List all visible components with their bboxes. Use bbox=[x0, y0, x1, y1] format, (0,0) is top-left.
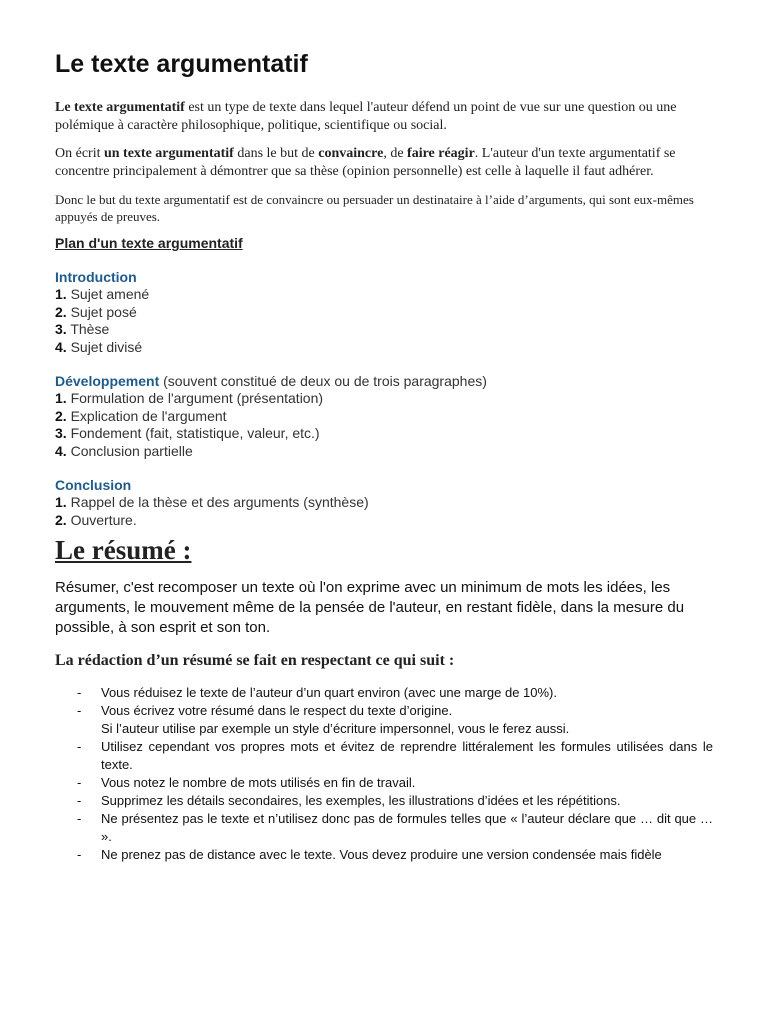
dash-bullet: - bbox=[77, 811, 82, 826]
list-item: 2. Ouverture. bbox=[55, 511, 137, 528]
developpement-heading-line bbox=[55, 373, 713, 390]
list-item: 4. Conclusion partielle bbox=[55, 442, 193, 459]
dash-bullet: - bbox=[77, 685, 82, 700]
plan-developpement bbox=[55, 373, 713, 460]
resume-rules-list bbox=[55, 684, 713, 864]
resume-title: Le résumé : bbox=[55, 535, 192, 565]
list-item: - Ne prenez pas de distance avec le texte. Vous devez produire une version condensée mais fidèle bbox=[77, 847, 662, 862]
list-item: - Vous écrivez votre résumé dans le respect du texte d’origine. Si l’auteur utilise par exemple un style d’écriture impersonnel, vous le ferez aussi. bbox=[77, 703, 570, 736]
intro-bold-term: Le texte argumentatif bbox=[55, 100, 185, 115]
plan-title: Plan d'un texte argumentatif bbox=[55, 235, 243, 251]
list-item: 3. Thèse bbox=[55, 321, 110, 337]
intro-paragraph-1 bbox=[55, 99, 713, 135]
list-item: - Ne présentez pas le texte et n’utilisez donc pas de formules telles que « l’auteur déclare que … dit que … ». bbox=[77, 811, 713, 844]
document-page bbox=[55, 50, 713, 864]
plan-introduction bbox=[55, 269, 713, 356]
intro-p2-e: , de bbox=[383, 146, 408, 161]
developpement-note: (souvent constitué de deux ou de trois paragraphes) bbox=[159, 373, 487, 389]
intro-p2-f: faire réagir bbox=[407, 146, 475, 161]
conclusion-heading: Conclusion bbox=[55, 477, 132, 493]
introduction-heading: Introduction bbox=[55, 269, 137, 285]
list-item: - Supprimez les détails secondaires, les exemples, les illustrations d’idées et les répétitions. bbox=[77, 793, 621, 808]
redaction-heading: La rédaction d’un résumé se fait en respectant ce qui suit : bbox=[55, 652, 455, 669]
resume-paragraph: Résumer, c'est recomposer un texte où l'on exprime avec un minimum de mots les idées, les arguments, le mouvement même de la pensée de l'auteur, en restant fidèle, dans la mesure du possible, à son esprit et son ton. bbox=[55, 579, 685, 636]
intro-p2-b: un texte argumentatif bbox=[103, 146, 234, 161]
developpement-heading: Développement bbox=[55, 373, 160, 389]
dash-bullet: - bbox=[77, 739, 82, 754]
list-item: 2. Sujet posé bbox=[55, 303, 137, 320]
intro-paragraph-3: Donc le but du texte argumentatif est de convaincre ou persuader un destinataire à l’aide d’arguments, qui sont eux-mêmes appuyés de preuves. bbox=[55, 192, 694, 224]
dash-bullet: - bbox=[77, 703, 82, 718]
dash-bullet: - bbox=[77, 775, 82, 790]
intro-p2-c: dans le but de bbox=[233, 146, 319, 161]
list-item: 1. Sujet amené bbox=[55, 286, 150, 302]
list-item: 3. Fondement (fait, statistique, valeur, etc.) bbox=[55, 425, 320, 441]
intro-p1-text: est un type de texte dans lequel l'auteur défend un point de vue sur une question ou une polémique à caractère philosophique, politique, scientifique ou social. bbox=[55, 100, 677, 133]
page-title: Le texte argumentatif bbox=[55, 50, 308, 78]
intro-paragraph-2 bbox=[55, 145, 713, 181]
list-item: - Utilisez cependant vos propres mots et évitez de reprendre littéralement les formules utilisées dans le texte. bbox=[77, 739, 713, 772]
list-item: 1. Rappel de la thèse et des arguments (synthèse) bbox=[55, 494, 369, 510]
plan-conclusion bbox=[55, 477, 713, 529]
dash-bullet: - bbox=[77, 847, 82, 862]
list-item: 1. Formulation de l'argument (présentation) bbox=[55, 390, 324, 406]
list-item: 2. Explication de l'argument bbox=[55, 407, 227, 424]
list-item: - Vous notez le nombre de mots utilisés en fin de travail. bbox=[77, 775, 416, 790]
intro-p2-d: convaincre bbox=[318, 146, 384, 161]
intro-p2-a: On écrit bbox=[55, 146, 104, 161]
list-item: 4. Sujet divisé bbox=[55, 338, 143, 355]
dash-bullet: - bbox=[77, 793, 82, 808]
intro-p2-g: . L'auteur d'un texte argumentatif se concentre principalement à démontrer que sa thèse (opinion personnelle) est celle à laquelle il faut adhérer. bbox=[55, 146, 676, 179]
list-item: - Vous réduisez le texte de l’auteur d’un quart environ (avec une marge de 10%). bbox=[77, 685, 557, 700]
